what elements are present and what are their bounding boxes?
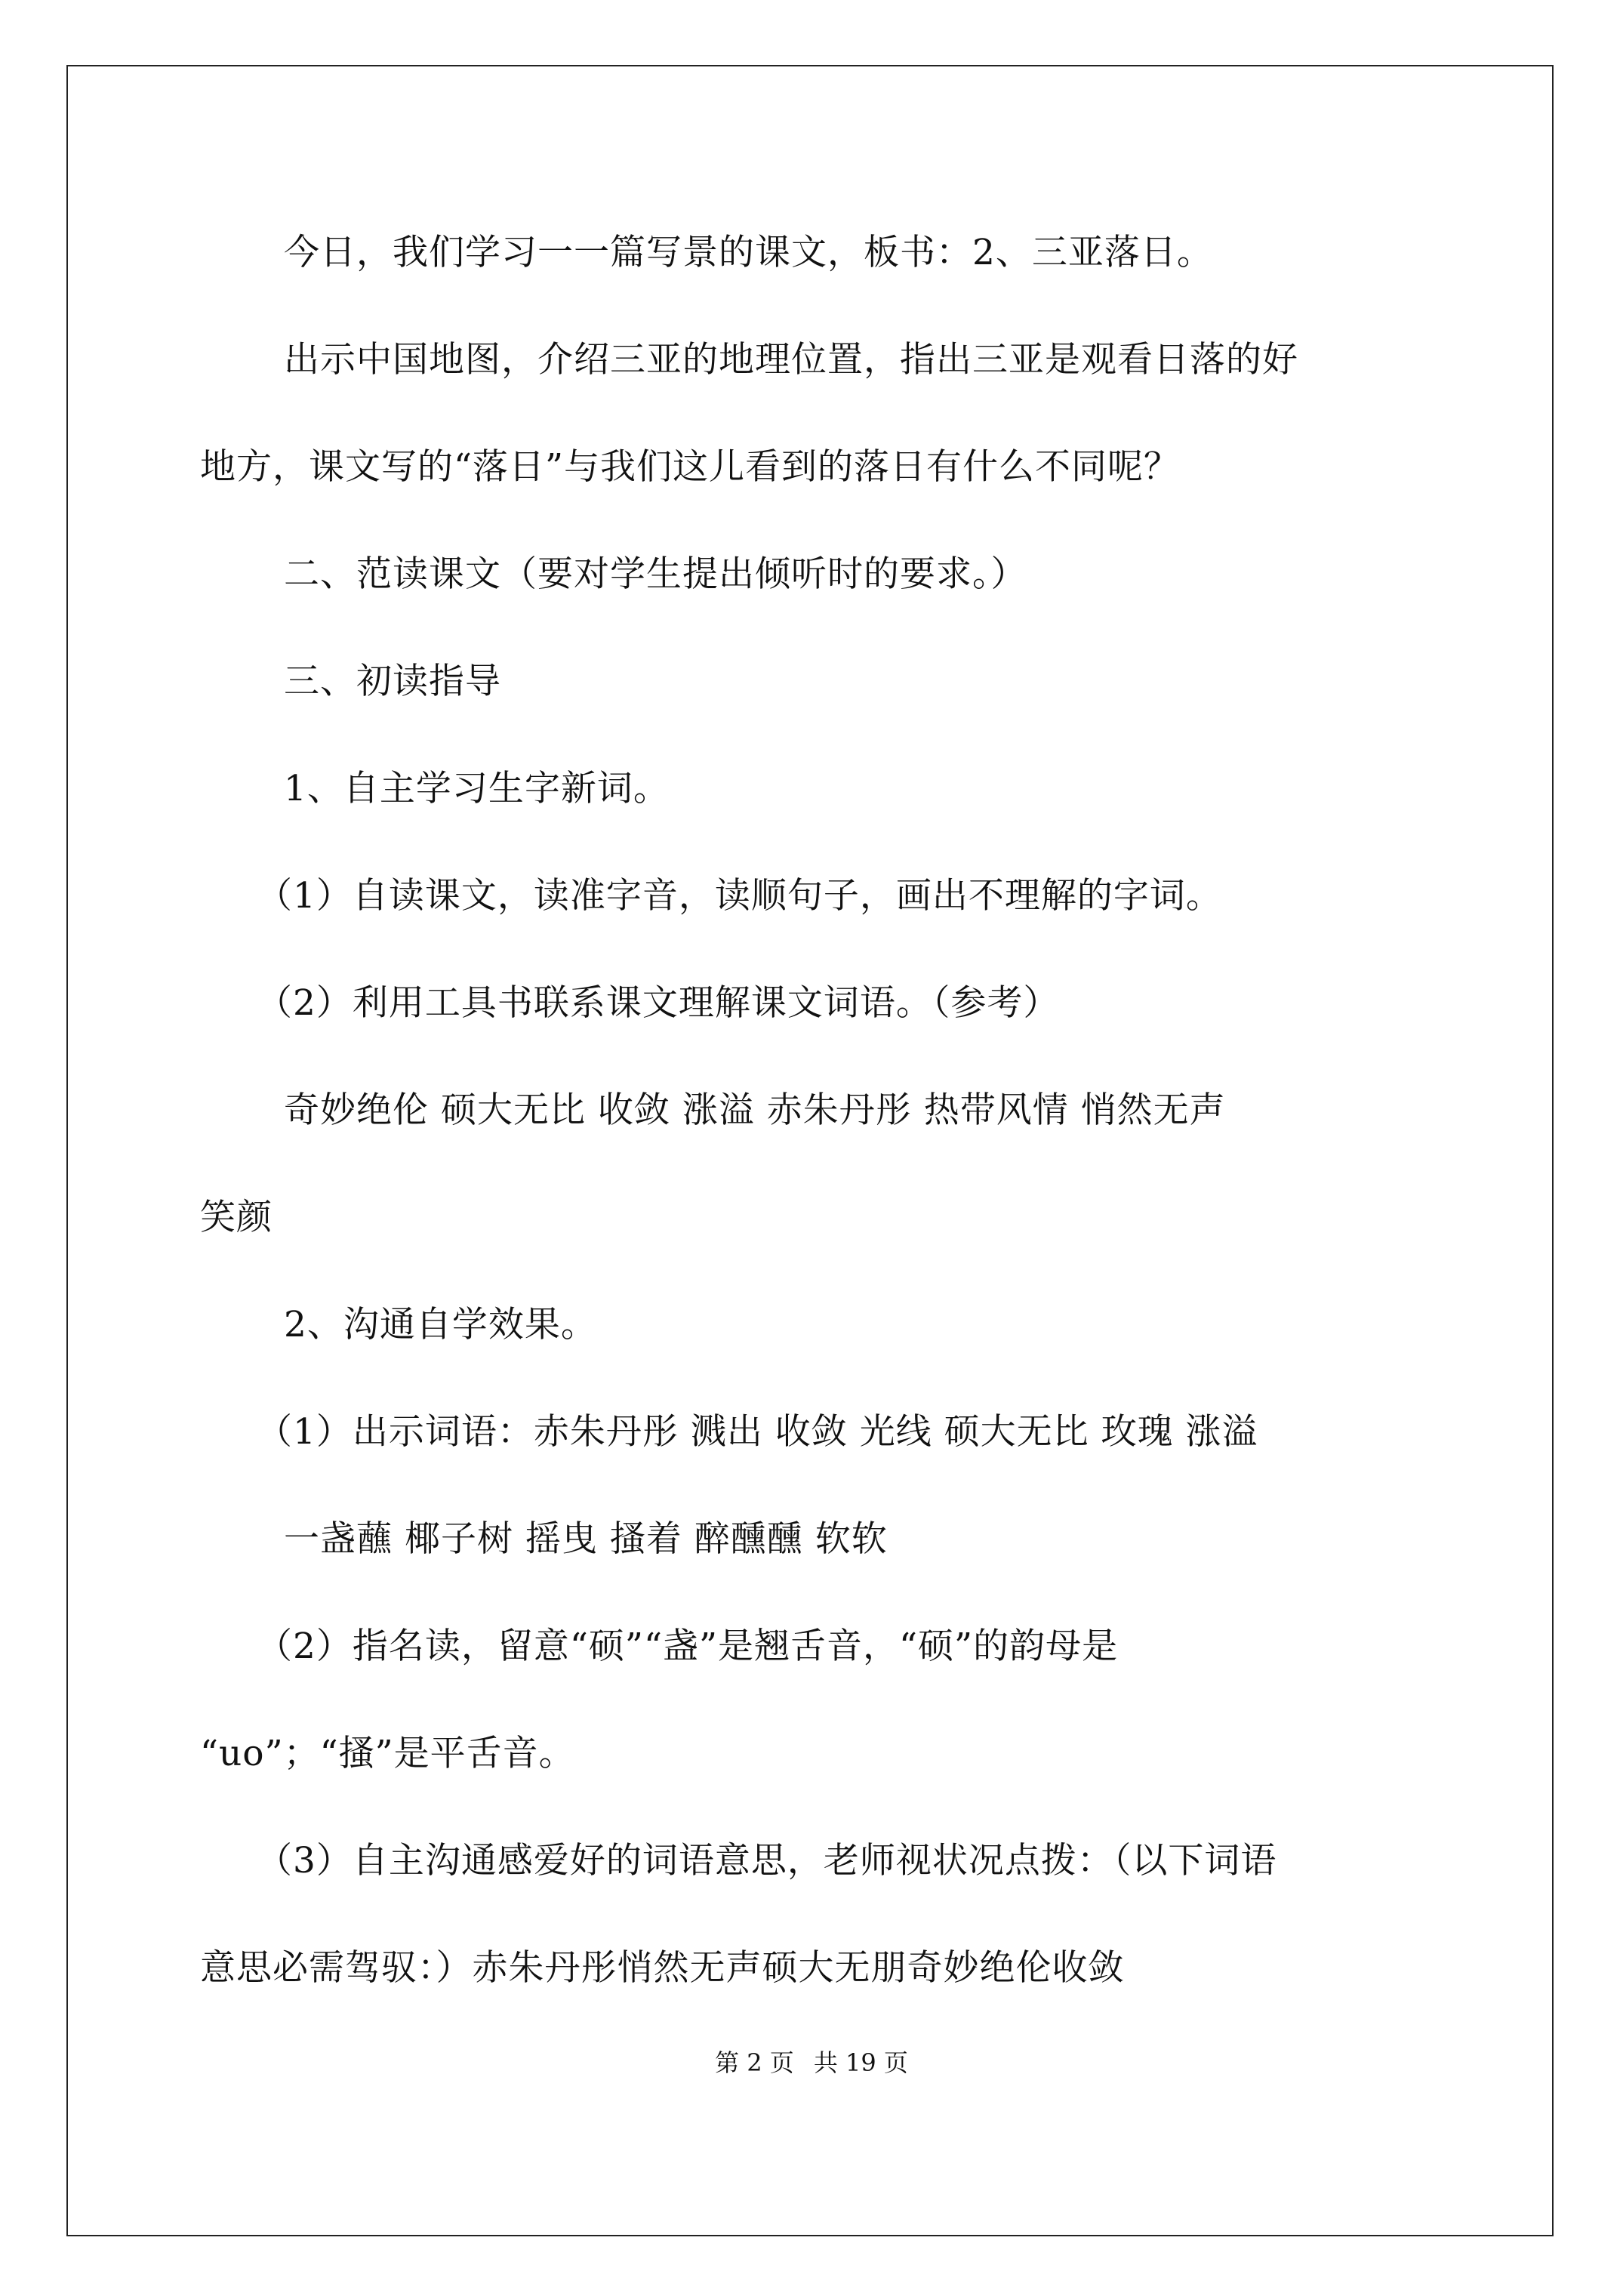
text-line-5: 三、初读指导 [284, 661, 501, 702]
page-total: 共 19 页 [813, 2048, 908, 2077]
text-line-12: （1）出示词语：赤朱丹彤 溅出 收敛 光线 硕大无比 玫瑰 涨溢 [257, 1411, 1258, 1453]
page-number: 第 2 页 [715, 2048, 794, 2077]
text-line-1: 今日，我们学习一一篇写景的课文，板书：2、三亚落日。 [284, 232, 1213, 273]
text-line-13: 一盏蘸 椰子树 摇曳 搔着 醉醺醺 软软 [284, 1518, 888, 1560]
text-line-11: 2、沟通自学效果。 [284, 1304, 597, 1345]
text-line-14: （2）指名读，留意“硕”“盏”是翘舌音，“硕”的韵母是 [257, 1626, 1119, 1667]
text-line-15: “uo”；“搔”是平舌音。 [200, 1733, 575, 1774]
text-line-17: 意思必需驾驭：）赤朱丹彤悄然无声硕大无朋奇妙绝伦收敛 [200, 1947, 1125, 1989]
text-line-16: （3）自主沟通感爱好的词语意思，老师视状况点拨：（以下词语 [257, 1840, 1277, 1881]
text-line-4: 二、范读课文（要对学生提出倾听时的要求。） [284, 553, 1027, 595]
text-line-6: 1、自主学习生字新词。 [284, 768, 670, 809]
text-line-9: 奇妙绝伦 硕大无比 收敛 涨溢 赤朱丹彤 热带风情 悄然无声 [284, 1089, 1226, 1131]
text-line-10: 笑颜 [200, 1197, 273, 1238]
text-line-2: 出示中国地图，介绍三亚的地理位置，指出三亚是观看日落的好 [284, 339, 1298, 381]
page-frame [66, 65, 1554, 2236]
text-line-8: （2）利用工具书联系课文理解课文词语。（参考） [257, 982, 1060, 1024]
text-line-7: （1）自读课文，读准字音，读顺句子，画出不理解的字词。 [257, 875, 1222, 917]
page-footer [0, 2048, 1623, 2078]
text-line-3: 地方，课文写的“落日”与我们这儿看到的落日有什么不同呢？ [200, 446, 1181, 488]
